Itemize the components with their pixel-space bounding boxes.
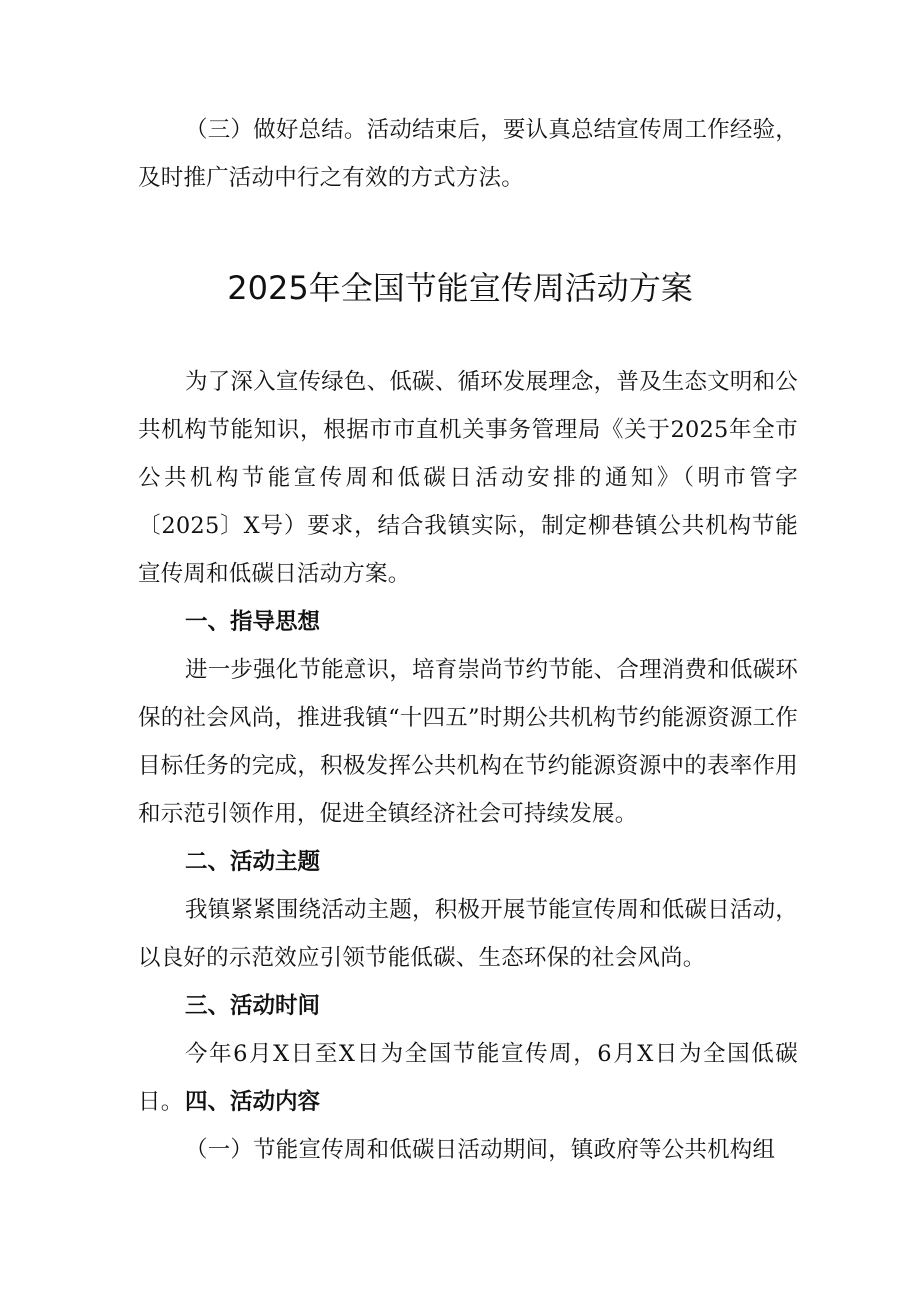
section-heading-activity-time: 三、活动时间: [185, 993, 321, 1019]
summary-paragraph: （三）做好总结。活动结束后，要认真总结宣传周工作经验，及时推广活动中行之有效的方式方法。: [138, 117, 798, 191]
section-heading-activity-theme: 二、活动主题: [185, 849, 321, 875]
intro-paragraph: 为了深入宣传绿色、低碳、循环发展理念，普及生态文明和公共机构节能知识，根据市市直机关事务管理局《关于2025年全市公共机构节能宣传周和低碳日活动安排的通知》（明市管字〔2025〕X号）要求，结合我镇实际，制定柳巷镇公共机构节能宣传周和低碳日活动方案。: [138, 369, 798, 587]
section-body-activity-content: （一）节能宣传周和低碳日活动期间，镇政府等公共机构组: [185, 1137, 776, 1163]
section-heading-guiding-thought: 一、指导思想: [185, 609, 321, 635]
section-body-activity-theme: 我镇紧紧围绕活动主题，积极开展节能宣传周和低碳日活动，以良好的示范效应引领节能低碳、生态环保的社会风尚。: [138, 897, 798, 971]
section-body-guiding-thought: 进一步强化节能意识，培育崇尚节约节能、合理消费和低碳环保的社会风尚，推进我镇“十四五”时期公共机构节约能源资源工作目标任务的完成，积极发挥公共机构在节约能源资源中的表率作用和示范引领作用，促进全镇经济社会可持续发展。: [138, 657, 798, 827]
section-heading-activity-content: 四、活动内容: [185, 1089, 321, 1115]
section-body-activity-time: 今年6月X日至X日为全国节能宣传周，6月X日为全国低碳日。: [138, 1041, 798, 1115]
document-title: 2025年全国节能宣传周活动方案: [227, 269, 693, 307]
